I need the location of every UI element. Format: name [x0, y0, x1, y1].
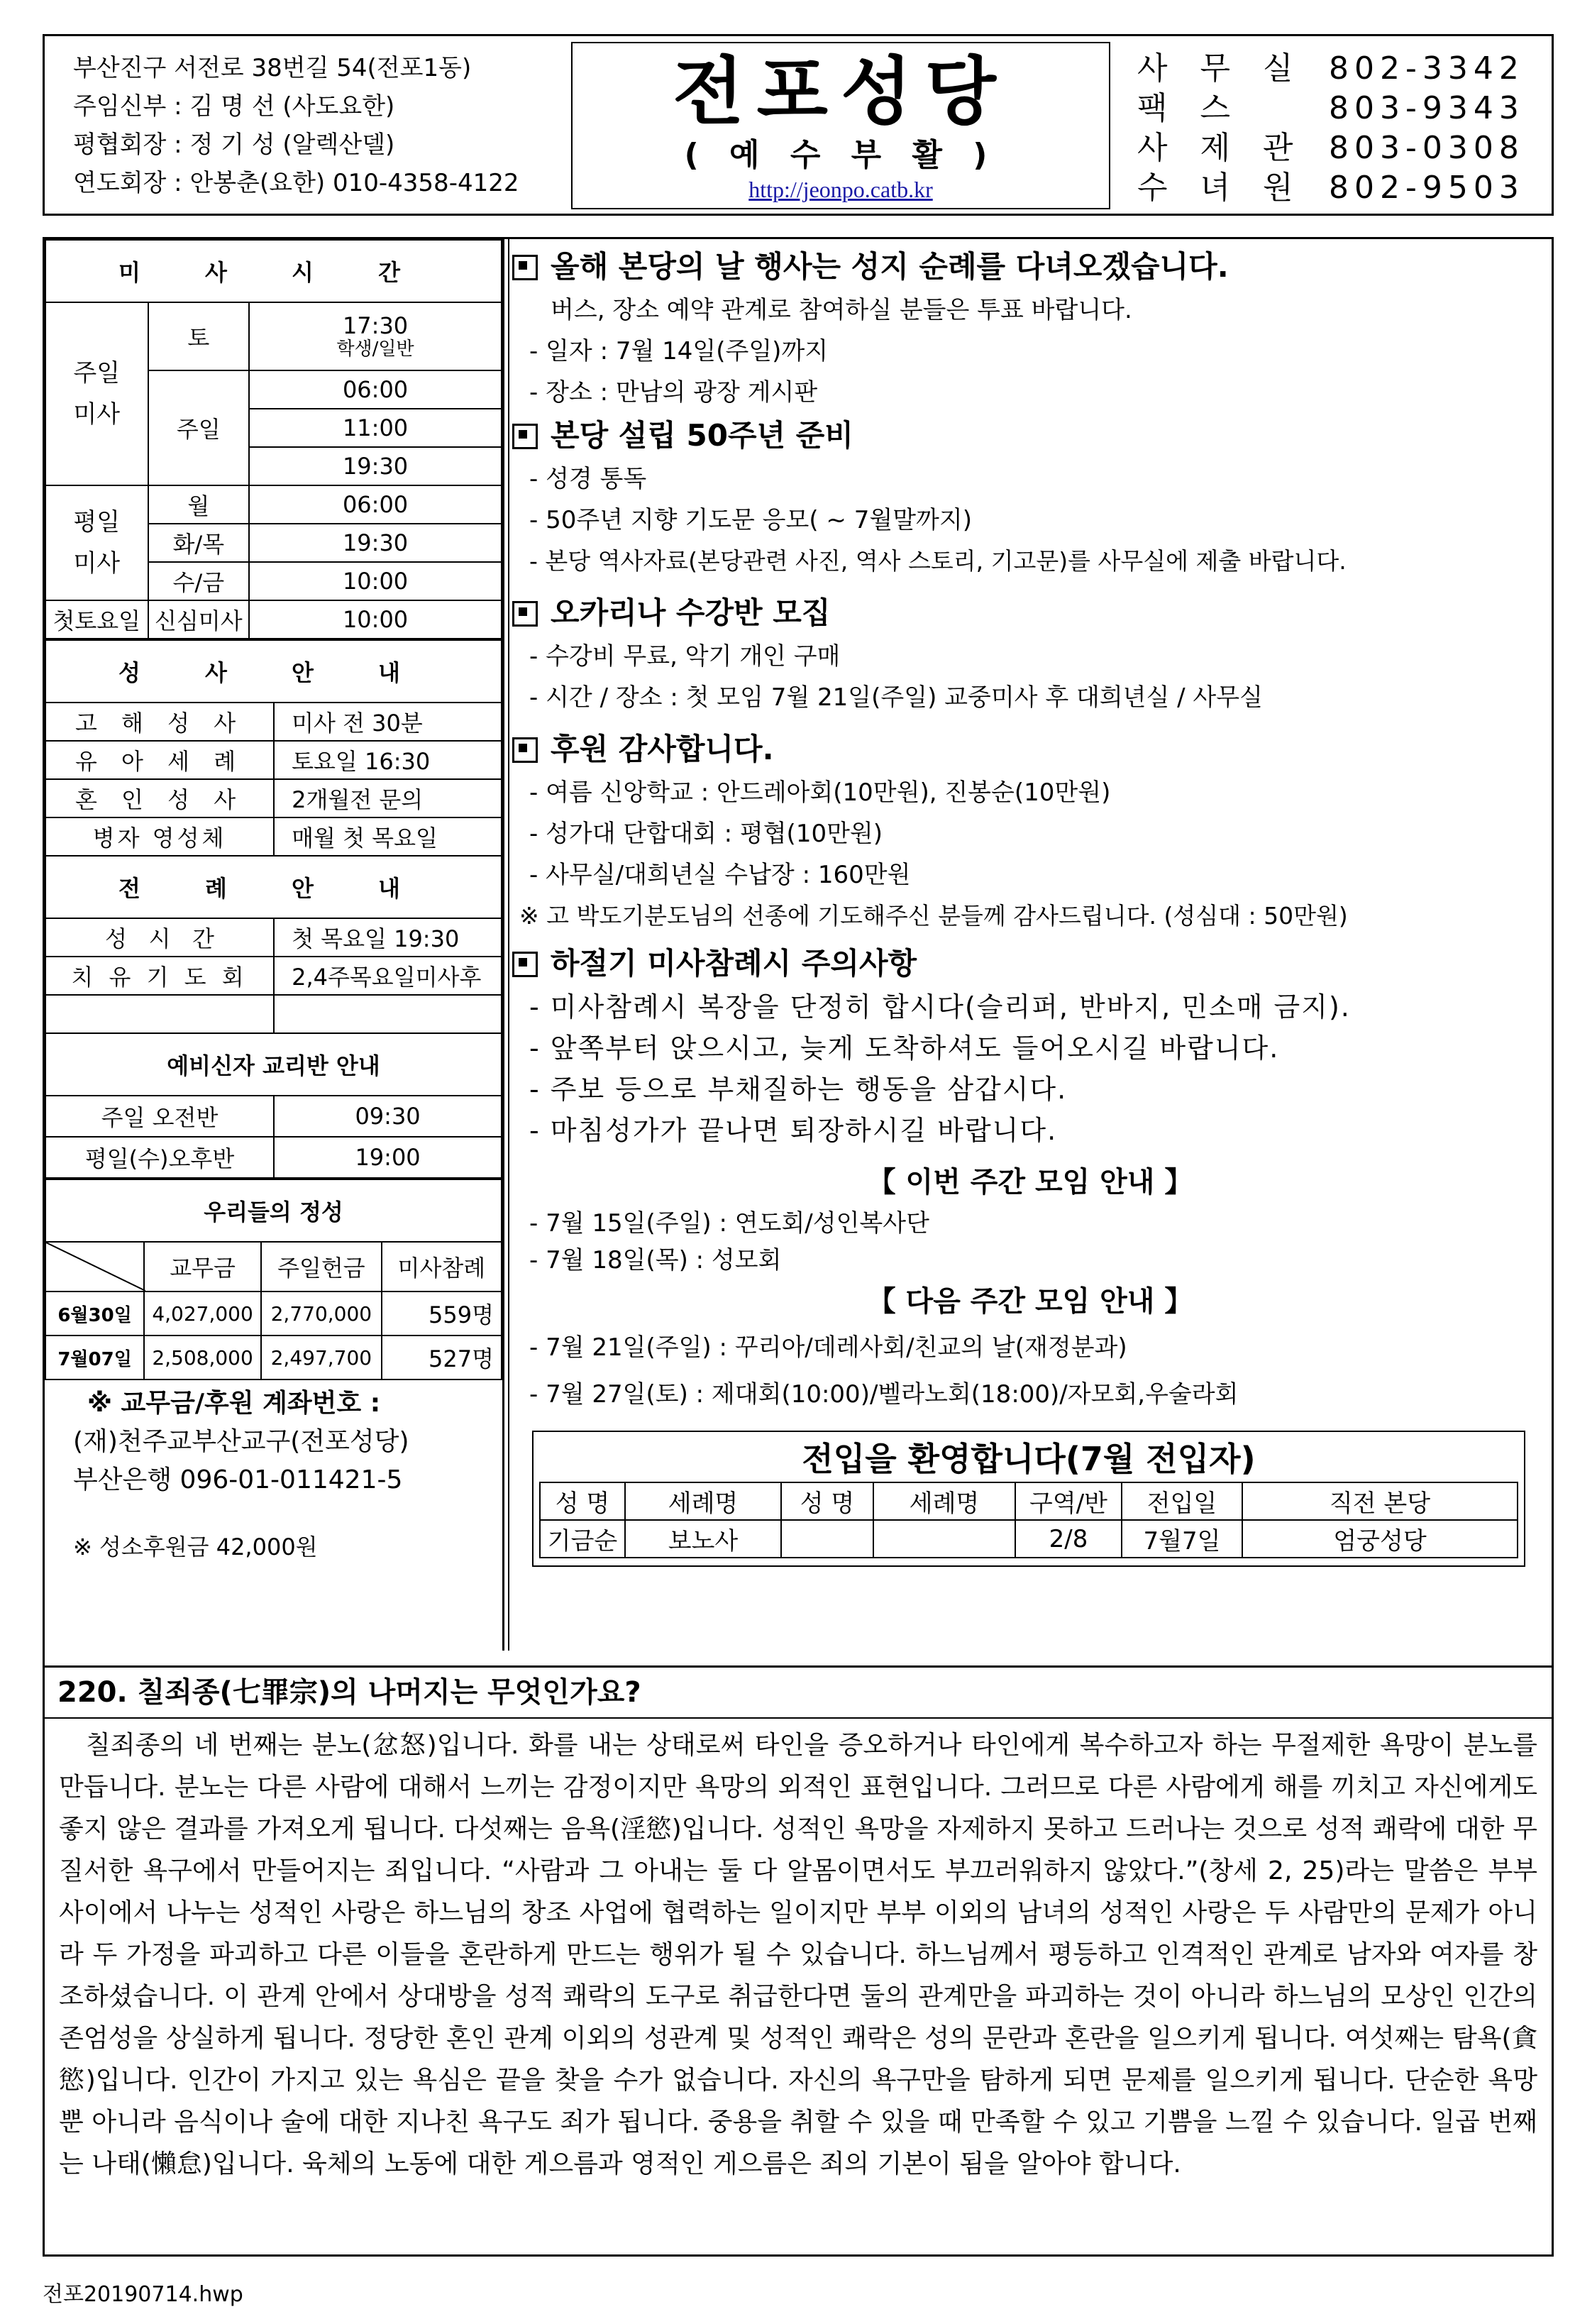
newcomer-header: 세례명: [873, 1482, 1015, 1520]
header-info: [73, 49, 584, 202]
newcomer-header: 직전 본당: [1242, 1482, 1518, 1520]
notice-title: 하절기 미사참례시 주의사항: [551, 946, 917, 981]
council-president: 평협회장 : 정 기 성 (알렉산델): [73, 131, 395, 159]
sunday-time-3: 19:30: [249, 447, 502, 485]
first-saturday-label: 첫토요일: [45, 600, 148, 639]
column-divider: [502, 237, 504, 1651]
offering-attendance: 527명: [382, 1336, 502, 1379]
notices-column: [512, 244, 1548, 1567]
notice-line: - 주보 등으로 부채질하는 행동을 삼갑시다.: [529, 1074, 1068, 1105]
liturgy-name: [45, 995, 274, 1033]
contact-rectory: 사 제 관 803-0308: [1137, 130, 1525, 166]
notice-4: [512, 727, 1548, 937]
sacrament-info: 미사 전 30분: [274, 703, 502, 741]
sunday-mass-label: 주일 미사: [45, 302, 148, 485]
notice-line: - 일자 : 7월 14일(주일)까지: [529, 337, 829, 365]
sacraments-title: 성 사 안 내: [45, 640, 502, 703]
newcomer-cell: 7월7일: [1122, 1520, 1242, 1558]
account-title: ※ 교무금/후원 계좌번호 :: [87, 1389, 381, 1418]
first-saturday-type: 신심미사: [148, 600, 250, 639]
offering-dues: 4,027,000: [144, 1292, 261, 1336]
notice-line: - 사무실/대희년실 수납장 : 160만원: [529, 861, 911, 889]
catechumen-class: 평일(수)오후반: [45, 1137, 274, 1178]
sunday-label: 주일: [148, 370, 250, 485]
offering-date: 7월07일: [45, 1336, 144, 1379]
notice-line: ※ 고 박도기분도님의 선종에 기도해주신 분들께 감사드립니다. (성심대 : 50만원): [519, 902, 1348, 930]
mass-schedule-table: [45, 239, 502, 639]
sacrament-info: 매월 첫 목요일: [274, 817, 502, 856]
offering-header: 미사참례: [382, 1242, 502, 1292]
saturday-note: 학생/일반: [336, 338, 414, 360]
catechumen-class: 주일 오전반: [45, 1096, 274, 1137]
website-link[interactable]: http://jeonpo.catb.kr: [748, 177, 933, 202]
contact-fax: 팩 스 803-9343: [1137, 90, 1525, 126]
catechumen-title: 예비신자 교리반 안내: [45, 1033, 502, 1096]
offering-header: 주일헌금: [261, 1242, 382, 1292]
table-row: [540, 1520, 1518, 1558]
notice-title: 본당 설립 50주년 준비: [551, 418, 853, 453]
sacrament-info: 토요일 16:30: [274, 741, 502, 779]
bullet-square-icon: [512, 255, 538, 280]
contact-office: 사 무 실 802-3342: [1137, 50, 1525, 87]
offering-date: 6월30일: [45, 1292, 144, 1336]
bullet-square-icon: [512, 952, 538, 977]
notice-line: - 여름 신앙학교 : 안드레아회(10만원), 진봉순(10만원): [529, 778, 1111, 807]
account-info: [45, 1380, 502, 1566]
offerings-title: 우리들의 정성: [45, 1179, 502, 1242]
notice-3: [512, 590, 1548, 718]
mass-times-title: 미 사 시 간: [45, 240, 502, 302]
bullet-square-icon: [512, 737, 538, 763]
notice-line: - 수강비 무료, 악기 개인 구매: [529, 642, 841, 671]
diagonal-line: [46, 1243, 145, 1291]
newcomer-cell: 보노사: [625, 1520, 781, 1558]
newcomers-table: [539, 1482, 1518, 1558]
liturgy-name: 치 유 기 도 회: [45, 957, 274, 995]
meeting-line: - 7월 18일(목) : 성모회: [529, 1246, 782, 1274]
weekday-time-1: 06:00: [249, 485, 502, 524]
legion-president: 연도회장 : 안봉춘(요한) 010-4358-4122: [73, 169, 519, 197]
newcomers-title: 전입을 환영합니다(7월 전입자): [802, 1440, 1256, 1478]
sacrament-name: 혼 인 성 사: [45, 779, 274, 817]
notice-title: 후원 감사합니다.: [551, 732, 774, 766]
header-box: [43, 34, 1554, 216]
notice-line: - 시간 / 장소 : 첫 모임 7월 21일(주일) 교중미사 후 대희년실 / 사무실: [529, 683, 1263, 712]
column-divider-inner: [508, 237, 509, 1651]
weekday-time-3: 10:00: [249, 562, 502, 600]
catechumen-time: 09:30: [274, 1096, 502, 1137]
newcomer-cell: 2/8: [1015, 1520, 1122, 1558]
weekday-time-2: 19:30: [249, 524, 502, 562]
notice-line: - 앞쪽부터 앉으시고, 늦게 도착하셔도 들어오시길 바랍니다.: [529, 1032, 1280, 1064]
qa-body: 칠죄종의 네 번째는 분노(忿怒)입니다. 화를 내는 상태로써 타인을 증오하거나 타인에게 복수하고자 하는 무절제한 욕망이 분노를 만듭니다. 분노는 다른 사람에 대해서 느끼는 감정이지만 욕망의 외적인 표현입니다. 그러므로 다른 사람에게 해를 끼치고 자신에게도 좋지 않은 결과를 가져오게 됩니다. 다섯째는 음욕(淫慾)입니다. 성적인 욕망을 자제하지 못하고 드러나는 것으로 성적 쾌락에 대한 무질서한 욕구에서 만들어지는 죄입니다. “사람과 그 아내는 둘 다 알몸이면서도 부끄러워하지 않았다.”(창세 2, 25)라는 말씀은 부부 사이에서 나누는 성적인 사랑은 하느님의 창조 사업에 협력하는 일이지만 부부 이외의 남녀의 성적인 사랑은 두 사람만의 문제가 아니라 두 가정을 파괴하고 다른 이들을 혼란하게 만드는 행위가 될 수 있습니다. 하느님께서 평등하고 인격적인 관계로 남자와 여자를 창조하셨습니다. 이 관계 안에서 상대방을 성적 쾌락의 도구로 취급한다면 둘의 관계만을 파괴하는 것이 아니라 하느님의 모상인 인간의 존엄성을 상실하게 됩니다. 정당한 혼인 관계 이외의 성관계 및 성적인 쾌락은 성의 문란과 혼란을 일으키게 됩니다. 여섯째는 탐욕(貪慾)입니다. 인간이 가지고 있는 욕심은 끝을 찾을 수가 없습니다. 자신의 욕구만을 탐하게 되면 문제를 일으키게 됩니다. 단순한 욕망뿐 아니라 음식이나 술에 대한 지나친 욕구도 죄가 됩니다. 중용을 취할 수 있을 때 만족할 수 있고 기쁨을 느낄 수 있습니다. 일곱 번째는 나태(懶怠)입니다. 육체의 노동에 대한 게으름과 영적인 게으름은 죄의 기본이 됨을 알아야 합니다.: [59, 1731, 1537, 2179]
sacrament-name: 유 아 세 례: [45, 741, 274, 779]
meeting-line: - 7월 15일(주일) : 연도회/성인복사단: [529, 1209, 929, 1238]
notice-line: - 미사참례시 복장을 단정히 합시다(슬리퍼, 반바지, 민소매 금지).: [529, 991, 1351, 1023]
newcomers-box: [532, 1431, 1525, 1567]
offerings-table: [45, 1179, 502, 1380]
notice-line: - 성가대 단합대회 : 평협(10만원): [529, 820, 883, 848]
notice-1: [512, 244, 1548, 413]
sacraments-table: [45, 639, 502, 1179]
notice-line: - 본당 역사자료(본당관련 사진, 역사 스토리, 기고문)를 사무실에 제출 바랍니다.: [529, 547, 1347, 575]
notice-line: - 50주년 지향 기도문 응모( ~ 7월말까지): [529, 506, 972, 534]
notice-title: 올해 본당의 날 행사는 성지 순례를 다녀오겠습니다.: [551, 249, 1229, 284]
bullet-square-icon: [512, 601, 538, 627]
diagonal-header-cell: [45, 1242, 144, 1292]
sunday-time-1: 06:00: [249, 370, 502, 409]
footer-filename: 전포20190714.hwp: [43, 2282, 243, 2307]
pastor: 주임신부 : 김 명 선 (사도요한): [73, 92, 395, 121]
liturgical-season: ( 예 수 부 활 ): [684, 137, 998, 173]
notice-title: 오카리나 수강반 모집: [551, 595, 831, 630]
qa-section: [43, 1668, 1554, 2257]
meeting-line: - 7월 21일(주일) : 꾸리아/데레사회/친교의 날(재정분과): [529, 1333, 1127, 1362]
liturgy-info: [274, 995, 502, 1033]
account-holder: (재)천주교부산교구(전포성당): [73, 1427, 409, 1456]
offering-header: 교무금: [144, 1242, 261, 1292]
liturgy-title: 전 례 안 내: [45, 856, 502, 918]
account-number: 부산은행 096-01-011421-5: [73, 1465, 403, 1494]
address: 부산진구 서전로 38번길 54(전포1동): [73, 54, 472, 82]
newcomer-cell: [781, 1520, 873, 1558]
sacrament-info: 2개월전 문의: [274, 779, 502, 817]
title-box: [571, 42, 1110, 209]
newcomer-cell: [873, 1520, 1015, 1558]
left-column: [45, 239, 502, 1566]
newcomer-cell: 엄궁성당: [1242, 1520, 1518, 1558]
this-week-meetings: [512, 1160, 1548, 1279]
this-week-title: 【 이번 주간 모임 안내 】: [867, 1166, 1193, 1199]
qa-title: 220. 칠죄종(七罪宗)의 나머지는 무엇인가요?: [45, 1668, 1552, 1719]
offering-collection: 2,770,000: [261, 1292, 382, 1336]
newcomer-header: 성 명: [540, 1482, 625, 1520]
newcomer-header: 구역/반: [1015, 1482, 1122, 1520]
contact-list: [1137, 49, 1549, 208]
newcomer-header: 전입일: [1122, 1482, 1242, 1520]
weekday-day-2: 화/목: [148, 524, 250, 562]
saturday-label: 토: [148, 302, 250, 370]
meeting-line: - 7월 27일(토) : 제대회(10:00)/벨라노회(18:00)/자모회,우술라회: [529, 1380, 1239, 1409]
contact-convent: 수 녀 원 802-9503: [1137, 170, 1525, 206]
weekday-mass-label: 평일 미사: [45, 485, 148, 600]
newcomer-cell: 기금순: [540, 1520, 625, 1558]
weekday-day-1: 월: [148, 485, 250, 524]
vocation-fund: ※ 성소후원금 42,000원: [73, 1533, 318, 1560]
notice-line: - 장소 : 만남의 광장 게시판: [529, 378, 818, 407]
saturday-time: 17:30: [342, 312, 409, 339]
sacrament-name: 고 해 성 사: [45, 703, 274, 741]
newcomer-header: 성 명: [781, 1482, 873, 1520]
next-week-meetings: [512, 1279, 1548, 1418]
weekday-day-3: 수/금: [148, 562, 250, 600]
notice-2: [512, 413, 1548, 582]
sunday-time-2: 11:00: [249, 409, 502, 447]
first-saturday-time: 10:00: [249, 600, 502, 639]
offering-collection: 2,497,700: [261, 1336, 382, 1379]
notice-line: - 마침성가가 끝나면 퇴장하시길 바랍니다.: [529, 1115, 1058, 1146]
sacrament-name: 병자 영성체: [45, 817, 274, 856]
catechumen-time: 19:00: [274, 1137, 502, 1178]
notice-5: [512, 941, 1548, 1151]
next-week-title: 【 다음 주간 모임 안내 】: [867, 1285, 1193, 1318]
church-name: 전포성당: [673, 48, 1009, 135]
liturgy-info: 2,4주목요일미사후: [274, 957, 502, 995]
bullet-square-icon: [512, 424, 538, 449]
offering-dues: 2,508,000: [144, 1336, 261, 1379]
notice-line: 버스, 장소 예약 관계로 참여하실 분들은 투표 바랍니다.: [551, 296, 1132, 324]
liturgy-info: 첫 목요일 19:30: [274, 918, 502, 957]
newcomer-header: 세례명: [625, 1482, 781, 1520]
notice-line: - 성경 통독: [529, 465, 647, 493]
offering-attendance: 559명: [382, 1292, 502, 1336]
liturgy-name: 성 시 간: [45, 918, 274, 957]
